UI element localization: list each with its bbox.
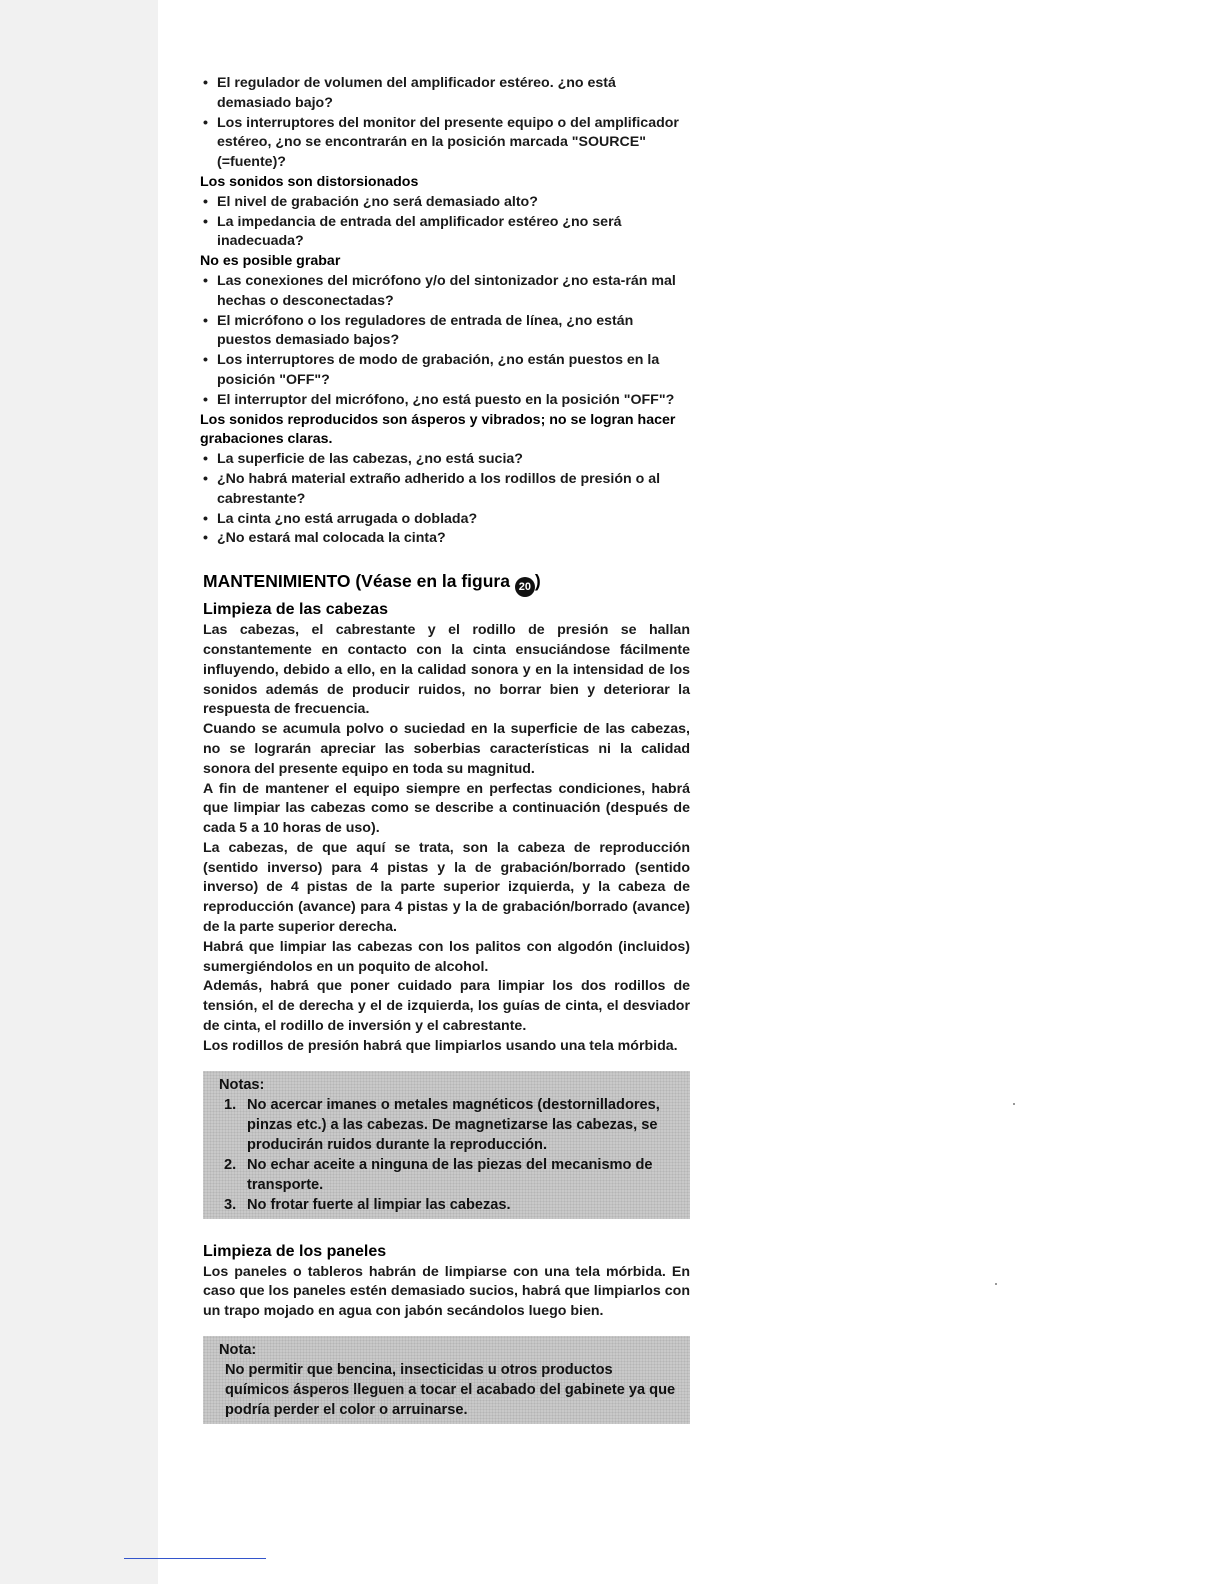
list-item: • Las conexiones del micrófono y/o del sintonizador ¿no esta-rán mal hechas o desconectadas? <box>203 272 676 309</box>
figure-number-badge: 20 <box>515 577 535 597</box>
subsection-title: Limpieza de las cabezas <box>203 601 388 619</box>
trouble-group-distortion <box>200 173 690 252</box>
list-item: • La cinta ¿no está arrugada o doblada? <box>203 510 478 527</box>
intro-list <box>200 74 690 173</box>
panels-section <box>200 1241 690 1322</box>
paragraph: Las cabezas, el cabrestante y el rodillo de presión se hallan constantemente en contacto con la cinta ensuciándose fácilmente influyendo, debido a ello, en la calidad sonora y en la intensidad de los sonidos además de producir ruidos, no borrar bien y deteriorar la respuesta de frecuencia. <box>203 622 690 718</box>
scan-speck <box>995 1283 997 1285</box>
note-text: No permitir que bencina, insecticidas u otros productos químicos ásperos lleguen a tocar el acabado del gabinete ya que podría perder el color o arruinarse. <box>225 1362 676 1419</box>
list-item: • ¿No habrá material extraño adherido a los rodillos de presión o al cabrestante? <box>203 470 661 507</box>
list-item: • La superficie de las cabezas, ¿no está sucia? <box>203 451 523 468</box>
manual-page <box>200 74 690 1424</box>
note-box <box>203 1336 690 1424</box>
footer-rule <box>124 1558 266 1559</box>
paragraph: Además, habrá que poner cuidado para limpiar los dos rodillos de tensión, el de derecha y el de izquierda, los guías de cinta, el desviador de cinta, el rodillo de inversión y el cabrestante. <box>203 978 690 1035</box>
list-item: • El micrófono o los reguladores de entrada de línea, ¿no están puestos demasiado bajos? <box>203 312 634 349</box>
paragraph: Los rodillos de presión habrá que limpiarlos usando una tela mórbida. <box>203 1037 678 1054</box>
list-item: • Los interruptores de modo de grabación, ¿no están puestos en la posición "OFF"? <box>203 352 660 388</box>
paragraph: Habrá que limpiar las cabezas con los palitos con algodón (incluidos) sumergiéndolos en un poquito de alcohol. <box>203 938 690 975</box>
trouble-heading: No es posible grabar <box>200 253 341 270</box>
list-item: • El regulador de volumen del amplificador estéreo. ¿no está demasiado bajo? <box>203 75 616 111</box>
paragraph: Los paneles o tableros habrán de limpiarse con una tela mórbida. En caso que los paneles estén demasiado sucios, habrá que limpiarlos con un trapo mojado en agua con jabón secándolos luego bien. <box>203 1263 690 1320</box>
notes-title: Notas: <box>219 1076 265 1093</box>
notes-box <box>203 1071 690 1219</box>
list-item: • La impedancia de entrada del amplificador estéreo ¿no será inadecuada? <box>203 213 622 250</box>
scan-speck <box>1013 1103 1015 1105</box>
list-item: • El nivel de grabación ¿no será demasiado alto? <box>203 193 538 210</box>
note-item: 1. No acercar imanes o metales magnéticos (destornilladores, pinzas etc.) a las cabezas. De magnetizarse las cabezas, se producirán ruidos durante la reproducción. <box>224 1096 660 1153</box>
trouble-group-rough-sound <box>200 411 690 550</box>
heads-body <box>200 621 690 1057</box>
trouble-heading: Los sonidos son distorsionados <box>200 173 419 190</box>
note-title: Nota: <box>219 1342 257 1359</box>
list-item: • El interruptor del micrófono, ¿no está puesto en la posición "OFF"? <box>203 391 675 408</box>
note-item: 2. No echar aceite a ninguna de las piezas del mecanismo de transporte. <box>224 1156 653 1193</box>
section-title: MANTENIMIENTO (Véase en la figura 20 ) <box>203 569 690 597</box>
trouble-heading: Los sonidos reproducidos son ásperos y vibrados; no se logran hacer grabaciones claras. <box>200 411 676 448</box>
paragraph: Cuando se acumula polvo o suciedad en la superficie de las cabezas, no se lograrán apreciar las soberbias características ni la calidad sonora del presente equipo en toda su magnitud. <box>203 721 690 777</box>
scan-margin <box>0 0 158 1584</box>
paragraph: A fin de mantener el equipo siempre en perfectas condiciones, habrá que limpiar las cabezas como se describe a continuación (después de cada 5 a 10 horas de uso). <box>203 780 690 837</box>
note-item: 3. No frotar fuerte al limpiar las cabezas. <box>224 1196 511 1213</box>
paragraph: La cabezas, de que aquí se trata, son la cabeza de reproducción (sentido inverso) para 4 pistas y la de grabación/borrado (sentido inverso) de 4 pistas de la parte superior izquierda, y la cabeza de reproducción (avance) para 4 pistas y la de grabación/borrado (avance) de la parte superior derecha. <box>203 839 690 936</box>
trouble-group-cannot-record <box>200 252 690 410</box>
list-item: • Los interruptores del monitor del presente equipo o del amplificador estéreo, ¿no se encontrarán en la posición marcada "SOURCE" (=fuente)? <box>203 114 679 171</box>
list-item: • ¿No estará mal colocada la cinta? <box>203 530 446 547</box>
subsection-title: Limpieza de los paneles <box>203 1242 387 1260</box>
